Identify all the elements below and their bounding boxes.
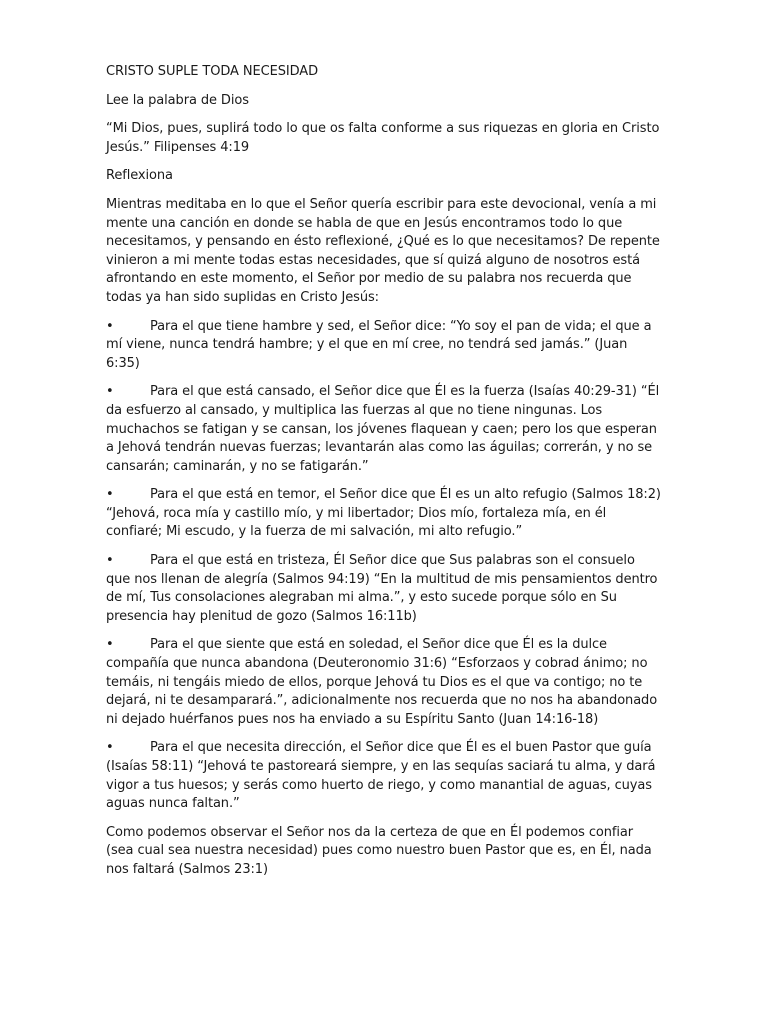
document-title: CRISTO SUPLE TODA NECESIDAD [106,64,318,79]
bullet-icon: • [106,384,114,400]
list-item-text: Para el que está en tristeza, Él Señor dice que Sus palabras son el consuelo que nos llenan de alegría (Salmos 94:19) “En la multitud de mis pensamientos dentro de mí, Tus consolaciones alegraban mi alma.”, y esto sucede porque sólo en Su presencia hay plenitud de gozo (Salmos 16:11b) [106,553,658,624]
bullet-icon: • [106,487,114,503]
list-item-text: Para el que siente que está en soledad, el Señor dice que Él es la dulce compañía que nunca abandona (Deuteronomio 31:6) “Esforzaos y cobrad ánimo; no temáis, ni tengáis miedo de ellos, porque Jehová tu Dios es el que va contigo; no te dejará, ni te desamparará.”, adicionalmente nos recuerda que no nos ha abandonado ni dejado huérfanos pues nos ha enviado a su Espíritu Santo (Juan 14:16-18) [106,637,658,727]
list-item [106,636,662,729]
list-item-text: Para el que está cansado, el Señor dice que Él es la fuerza (Isaías 40:29-31) “Él da esfuerzo al cansado, y multiplica las fuerzas al que no tiene ningunas. Los muchachos se fatigan y se cansan, los jóvenes flaquean y caen; pero los que esperan a Jehová tendrán nuevas fuerzas; levantarán alas como las águilas; correrán, y no se cansarán; caminarán, y no se fatigarán.” [106,384,660,474]
list-item [106,739,662,813]
heading-reflect: Reflexiona [106,168,173,184]
bullet-icon: • [106,318,114,334]
conclusion-paragraph: Como podemos observar el Señor nos da la certeza de que en Él podemos confiar (sea cual sea nuestra necesidad) pues como nuestro buen Pastor que es, en Él, nada nos faltará (Salmos 23:1) [106,824,652,877]
verse-paragraph: “Mi Dios, pues, suplirá todo lo que os falta conforme a sus riquezas en gloria en Cristo Jesús.” Filipenses 4:19 [106,121,660,155]
document-page [106,63,662,890]
heading-read: Lee la palabra de Dios [106,92,249,108]
bullet-icon: • [106,637,114,653]
list-item-text: Para el que tiene hambre y sed, el Señor dice: “Yo soy el pan de vida; el que a mí viene, nunca tendrá hambre; y el que en mí cree, no tendrá sed jamás.” (Juan 6:35) [106,318,652,371]
list-item [106,383,662,476]
bullet-icon: • [106,553,114,569]
intro-paragraph: Mientras meditaba en lo que el Señor quería escribir para este devocional, venía a mi mente una canción en donde se habla de que en Jesús encontramos todo lo que necesitamos, y pensando en ésto reflexioné, ¿Qué es lo que necesitamos? De repente vinieron a mi mente todas estas necesidades, que sí quizá alguno de nosotros está afrontando en este momento, el Señor por medio de su palabra nos recuerda que todas ya han sido suplidas en Cristo Jesús: [106,196,660,305]
bullet-icon: • [106,740,114,756]
list-item [106,486,662,542]
list-item [106,552,662,626]
list-item-text: Para el que necesita dirección, el Señor dice que Él es el buen Pastor que guía (Isaías 58:11) “Jehová te pastoreará siempre, y en las sequías saciará tu alma, y dará vigor a tus huesos; y serás como huerto de riego, y como manantial de aguas, cuyas aguas nunca faltan.” [106,740,656,812]
list-item-text: Para el que está en temor, el Señor dice que Él es un alto refugio (Salmos 18:2) “Jehová, roca mía y castillo mío, y mi libertador; Dios mío, fortaleza mía, en él confiaré; Mi escudo, y la fuerza de mi salvación, mi alto refugio.” [106,487,661,540]
list-item [106,318,662,374]
